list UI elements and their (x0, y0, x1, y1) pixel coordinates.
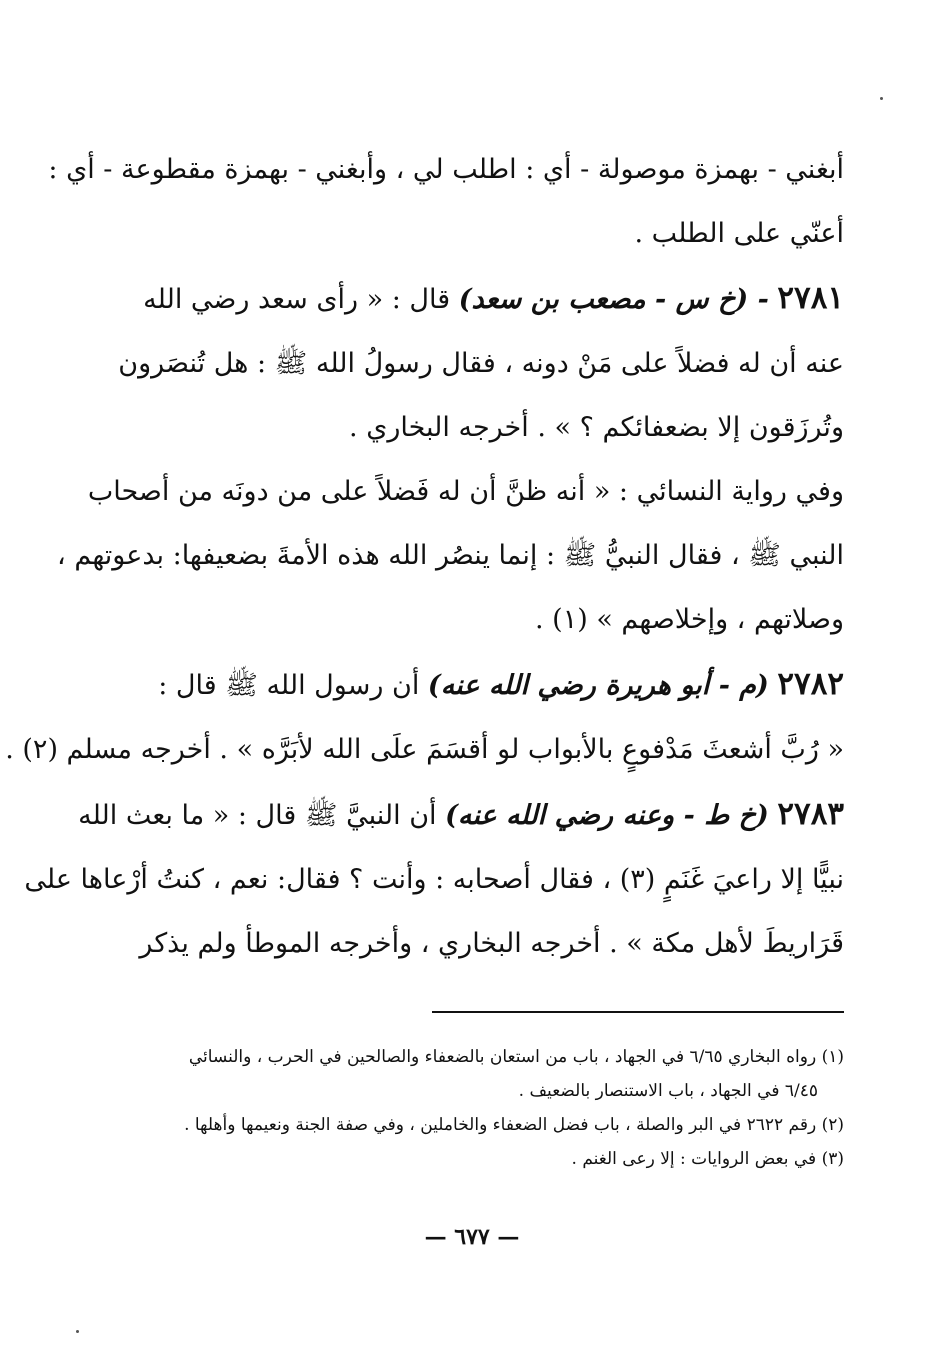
text-line: « رُبَّ أشعثَ مَدْفوعٍ بالأبواب لو أقسَمَ علَى الله لأبَرَّه » . أخرجه مسلم (٢) . (5, 734, 844, 765)
hadith-2783-header (78, 782, 844, 848)
hadith-2781-header (118, 266, 844, 332)
hadith-text: أن رسول الله ﷺ قال : (158, 670, 420, 701)
page-speck (880, 97, 883, 100)
hadith-source: (م - أبو هريرة رضي الله عنه) (427, 670, 769, 701)
footnote-1: (١) رواه البخاري ٦/٦٥ في الجهاد ، باب من استعان بالضعفاء والصالحين في الحرب ، والنسائي (188, 1047, 844, 1067)
text-line: نبيًّا إلا راعيَ غَنَمٍ (٣) ، فقال أصحابه : وأنت ؟ فقال: نعم ، كنتُ أرْعاها على (24, 864, 844, 895)
text-line: أبغني - بهمزة موصولة - أي : اطلب لي ، وأبغني - بهمزة مقطوعة - أي : (48, 154, 844, 185)
hadith-text: أن النبيَّ ﷺ قال : « ما بعث الله (78, 800, 437, 831)
text-line: وفي رواية النسائي : « أنه ظنَّ أن له فَضلاً على من دونَه من أصحاب (87, 476, 844, 507)
hadith-text: قال : « رأى سعد رضي الله (143, 284, 451, 315)
footnote-2: (٢) رقم ٢٦٢٢ في البر والصلة ، باب فضل الضعفاء والخاملين ، وفي صفة الجنة ونعيمها وأهلها . (184, 1115, 844, 1135)
text-line: أعنّي على الطلب . (634, 218, 844, 249)
hadith-2782-header (118, 652, 844, 718)
text-line: وتُرزَقون إلا بضعفائكم ؟ » . أخرجه البخاري . (349, 412, 844, 443)
text-line: النبي ﷺ ، فقال النبيُّ ﷺ : إنما ينصُر الله هذه الأمةَ بضعيفها: بدعوتهم ، (57, 540, 844, 571)
text-line: عنه أن له فضلاً على مَنْ دونه ، فقال رسولُ الله ﷺ : هل تُنصَرون (118, 348, 844, 379)
text-line: قَرَاريطَ لأهل مكة » . أخرجه البخاري ، وأخرجه الموطأ ولم يذكر (139, 928, 844, 959)
main-text (5, 138, 844, 976)
hadith-source: - (خ س - مصعب بن سعد) (458, 284, 769, 315)
footnotes (118, 1040, 844, 1176)
footnote-1-continued: ٦/٤٥ في الجهاد ، باب الاستنصار بالضعيف . (518, 1081, 818, 1101)
hadith-number: ٢٧٨٢ (777, 666, 844, 702)
footnote-divider (432, 1011, 844, 1013)
hadith-number: ٢٧٨١ (777, 280, 844, 316)
text-line: وصلاتهم ، وإخلاصهم » (١) . (534, 604, 844, 635)
page-number: — ٦٧٧ — (424, 1224, 520, 1250)
hadith-source: (خ ط - وعنه رضي الله عنه) (445, 800, 769, 831)
footnote-3: (٣) في بعض الروايات : إلا رعى الغنم . (571, 1149, 844, 1169)
page-speck (76, 1330, 79, 1333)
hadith-number: ٢٧٨٣ (777, 796, 844, 832)
